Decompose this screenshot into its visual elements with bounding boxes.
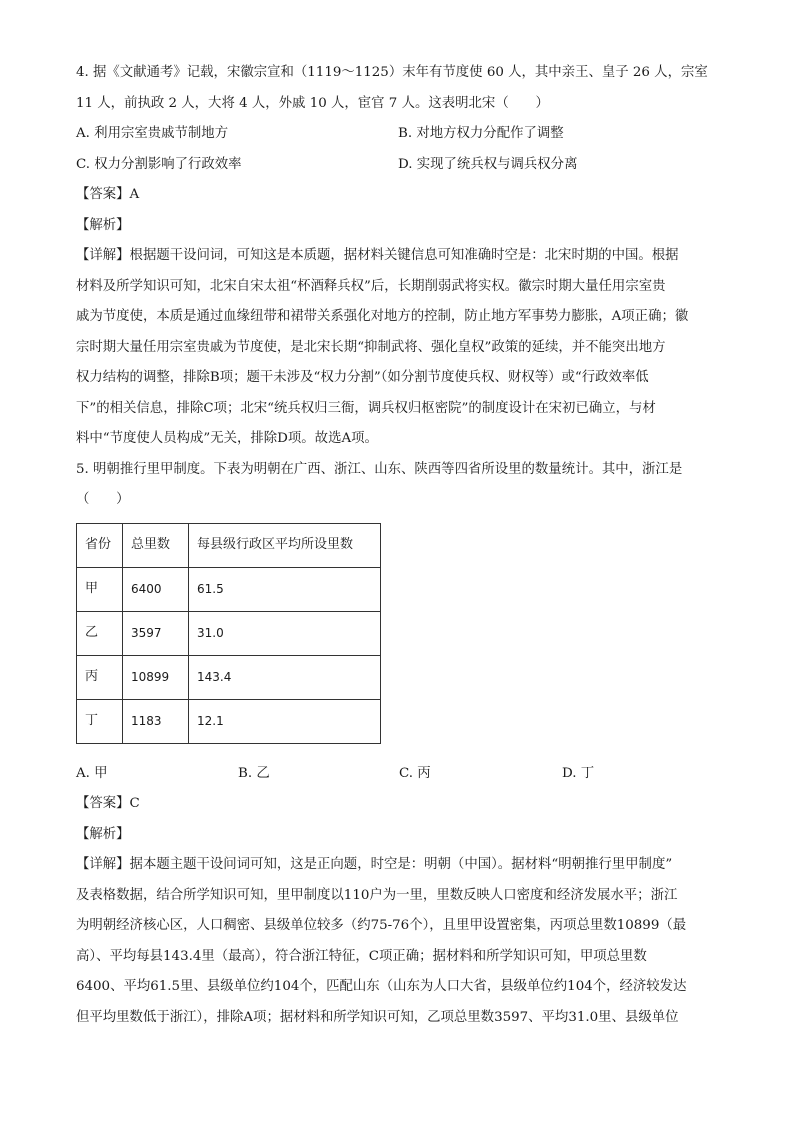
table-cell: 甲: [77, 567, 123, 611]
table-row: [77, 611, 381, 655]
q5-detail-line: 【详解】据本题主题干设问词可知，这是正向题，时空是：明朝（中国）。据材料“明朝推行里甲制度”: [76, 857, 673, 872]
q4-option-b: B. 对地方权力分配作了调整: [398, 126, 564, 141]
table-cell: 143.4: [189, 655, 381, 699]
table-cell: 6400: [123, 567, 189, 611]
q5-detail-line: 及表格数据，结合所学知识可知，里甲制度以110户为一里，里数反映人口密度和经济发展水平；浙江: [76, 887, 678, 903]
q5-option-c: C. 丙: [399, 765, 431, 781]
q5-detail-line: 为明朝经济核心区，人口稠密、县级单位较多（约75-76个），且里甲设置密集，丙项总里数10899（最: [76, 918, 687, 933]
q4-analysis-label: 【解析】: [76, 217, 130, 233]
q4-detail-line: 【详解】根据题干设问词，可知这是本质题，据材料关键信息可知准确时空是：北宋时期的中国。根据: [76, 248, 679, 263]
table-header-row: [77, 523, 381, 567]
q4-option-c: C. 权力分割影响了行政效率: [76, 156, 242, 172]
table-cell: 乙: [77, 611, 123, 655]
q4-answer: 【答案】A: [76, 187, 140, 202]
q5-data-table: [76, 523, 381, 744]
table-header-cell: 总里数: [123, 523, 189, 567]
table-cell: 1183: [123, 699, 189, 743]
q5-options-row: [76, 759, 716, 790]
table-cell: 丁: [77, 699, 123, 743]
q5-detail-line: 但平均里数低于浙江），排除A项；据材料和所学知识可知，乙项总里数3597、平均31.0里、县级单位: [76, 1009, 679, 1025]
q4-detail-line: 宗时期大量任用宗室贵戚为节度使，是北宋长期“抑制武将、强化皇权”政策的延续，并不能突出地方: [76, 339, 666, 355]
q4-option-d: D. 实现了统兵权与调兵权分离: [398, 156, 578, 172]
q5-detail-line: 高）、平均每县143.4里（最高），符合浙江特征，C项正确；据材料和所学知识可知，甲项总里数: [76, 948, 647, 964]
q4-options-row-1: [76, 119, 716, 150]
table-cell: 61.5: [189, 567, 381, 611]
q4-stem-line-2: 11 人，前执政 2 人，大将 4 人，外戚 10 人，宦官 7 人。这表明北宋（ ）: [76, 95, 549, 111]
q4-detail-line: 戚为节度使，本质是通过血缘纽带和裙带关系强化对地方的控制，防止地方军事势力膨胀，A项正确；徽: [76, 309, 689, 324]
q5-option-d: D. 丁: [562, 765, 595, 781]
q4-options-row-2: [76, 150, 716, 181]
table-row: [77, 655, 381, 699]
q5-detail-line: 6400、平均61.5里、县级单位约104个，匹配山东（山东为人口大省，县级单位约104个，经济较发达: [76, 979, 687, 994]
q5-analysis-label: 【解析】: [76, 826, 130, 842]
q5-option-b: B. 乙: [238, 765, 270, 781]
q4-detail-line: 料中“节度使人员构成”无关，排除D项。故选A项。: [76, 431, 378, 446]
q5-stem-line-2: （ ）: [76, 492, 130, 507]
q4-detail-line: 权力结构的调整，排除B项；题干未涉及“权力分割”（如分割节度使兵权、财权等）或“行政效率低: [76, 370, 649, 385]
document-body: [76, 58, 716, 1033]
table-row: [77, 567, 381, 611]
table-cell: 10899: [123, 655, 189, 699]
table-cell: 12.1: [189, 699, 381, 743]
table-cell: 31.0: [189, 611, 381, 655]
q5-option-a: A. 甲: [76, 765, 108, 781]
q4-option-a: A. 利用宗室贵戚节制地方: [76, 126, 229, 141]
q4-detail-line: 材料及所学知识可知，北宋自宋太祖“杯酒释兵权”后，长期削弱武将实权。徽宗时期大量任用宗室贵: [76, 278, 666, 294]
table-row: [77, 699, 381, 743]
q5-stem-line-1: 5. 明朝推行里甲制度。下表为明朝在广西、浙江、山东、陕西等四省所设里的数量统计。其中，浙江是: [76, 461, 683, 477]
table-header-cell: 省份: [77, 523, 123, 567]
q4-detail-line: 下”的相关信息，排除C项；北宋“统兵权归三衙，调兵权归枢密院”的制度设计在宋初已确立，与材: [76, 400, 656, 416]
table-cell: 3597: [123, 611, 189, 655]
table-header-cell: 每县级行政区平均所设里数: [189, 523, 381, 567]
q5-answer: 【答案】C: [76, 796, 140, 811]
table-cell: 丙: [77, 655, 123, 699]
q4-stem-line-1: 4. 据《文献通考》记载，宋徽宗宣和（1119～1125）末年有节度使 60 人，其中亲王、皇子 26 人，宗室: [76, 65, 708, 80]
